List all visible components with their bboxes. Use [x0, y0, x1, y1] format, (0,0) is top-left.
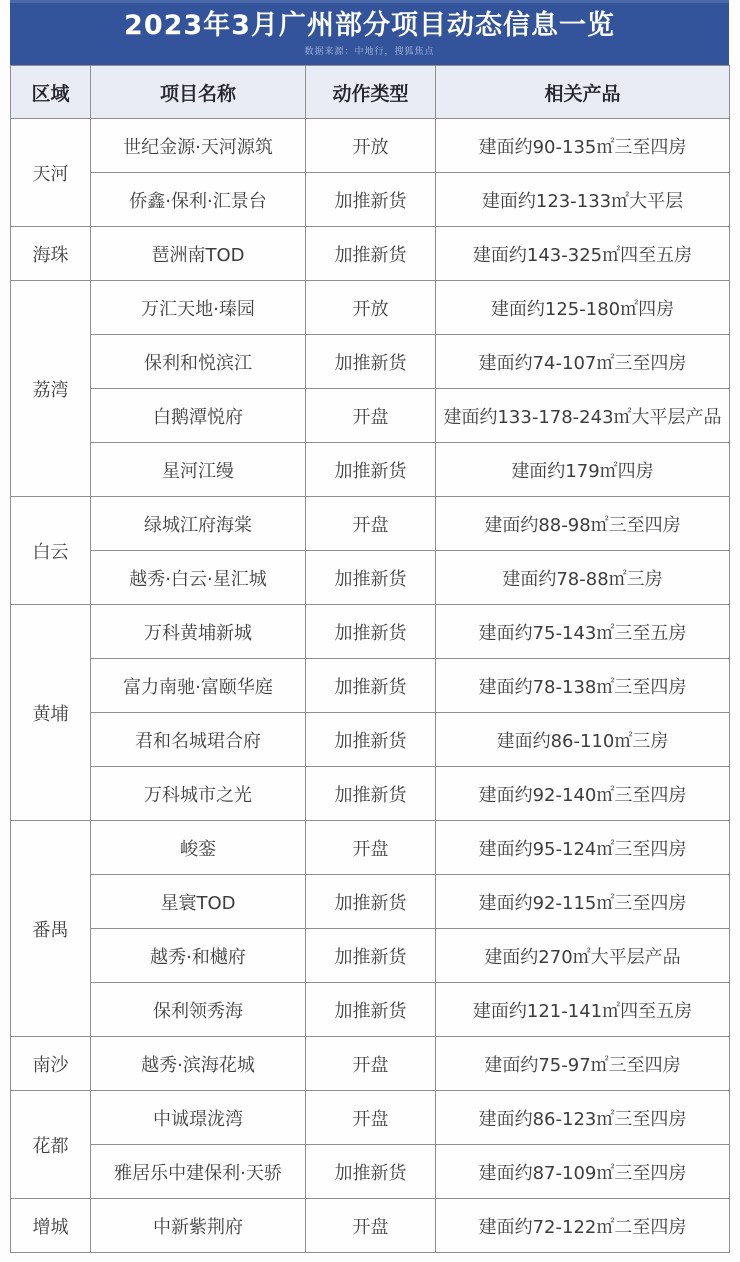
action-cell: 加推新货	[306, 875, 436, 929]
column-header-row	[11, 66, 730, 119]
project-cell: 越秀·滨海花城	[91, 1037, 306, 1091]
table-row	[11, 1145, 730, 1199]
action-cell: 开盘	[306, 389, 436, 443]
table-row	[11, 659, 730, 713]
title-bar	[10, 0, 729, 65]
project-cell: 侨鑫·保利·汇景台	[91, 173, 306, 227]
action-cell: 加推新货	[306, 659, 436, 713]
action-cell: 加推新货	[306, 1145, 436, 1199]
action-cell: 加推新货	[306, 173, 436, 227]
table-row	[11, 983, 730, 1037]
action-cell: 开放	[306, 281, 436, 335]
project-cell: 保利领秀海	[91, 983, 306, 1037]
project-info-table	[10, 0, 729, 1253]
table-row	[11, 1037, 730, 1091]
action-cell: 加推新货	[306, 551, 436, 605]
project-cell: 富力南驰·富颐华庭	[91, 659, 306, 713]
product-cell: 建面约75-143㎡三至五房	[436, 605, 730, 659]
product-cell: 建面约92-140㎡三至四房	[436, 767, 730, 821]
product-cell: 建面约90-135㎡三至四房	[436, 119, 730, 173]
projects-table	[10, 65, 730, 1253]
region-cell: 黄埔	[11, 605, 91, 821]
table-row	[11, 767, 730, 821]
action-cell: 加推新货	[306, 929, 436, 983]
region-cell: 花都	[11, 1091, 91, 1199]
project-cell: 琶洲南TOD	[91, 227, 306, 281]
project-cell: 万科城市之光	[91, 767, 306, 821]
action-cell: 开盘	[306, 821, 436, 875]
table-row	[11, 929, 730, 983]
project-cell: 中诚璟泷湾	[91, 1091, 306, 1145]
action-cell: 加推新货	[306, 983, 436, 1037]
product-cell: 建面约125-180㎡四房	[436, 281, 730, 335]
action-cell: 开盘	[306, 1091, 436, 1145]
project-cell: 君和名城珺合府	[91, 713, 306, 767]
project-cell: 世纪金源·天河源筑	[91, 119, 306, 173]
product-cell: 建面约78-88㎡三房	[436, 551, 730, 605]
project-cell: 保利和悦滨江	[91, 335, 306, 389]
action-cell: 加推新货	[306, 227, 436, 281]
page-title: 2023年3月广州部分项目动态信息一览	[124, 9, 615, 41]
product-cell: 建面约78-138㎡三至四房	[436, 659, 730, 713]
product-cell: 建面约133-178-243㎡大平层产品	[436, 389, 730, 443]
product-cell: 建面约123-133㎡大平层	[436, 173, 730, 227]
table-row	[11, 821, 730, 875]
table-row	[11, 335, 730, 389]
table-row	[11, 389, 730, 443]
table-row	[11, 119, 730, 173]
column-header-product: 相关产品	[436, 66, 730, 119]
project-cell: 中新紫荆府	[91, 1199, 306, 1253]
table-row	[11, 713, 730, 767]
action-cell: 开盘	[306, 1037, 436, 1091]
action-cell: 加推新货	[306, 443, 436, 497]
action-cell: 加推新货	[306, 767, 436, 821]
table-row	[11, 1199, 730, 1253]
project-cell: 万科黄埔新城	[91, 605, 306, 659]
region-cell: 天河	[11, 119, 91, 227]
product-cell: 建面约121-141㎡四至五房	[436, 983, 730, 1037]
product-cell: 建面约86-110㎡三房	[436, 713, 730, 767]
product-cell: 建面约270㎡大平层产品	[436, 929, 730, 983]
table-row	[11, 173, 730, 227]
action-cell: 加推新货	[306, 605, 436, 659]
action-cell: 开盘	[306, 497, 436, 551]
column-header-region: 区域	[11, 66, 91, 119]
product-cell: 建面约87-109㎡三至四房	[436, 1145, 730, 1199]
table-row	[11, 281, 730, 335]
region-cell: 增城	[11, 1199, 91, 1253]
data-source-note: 数据来源：中地行，搜狐焦点	[304, 47, 435, 58]
project-cell: 万汇天地·瑧园	[91, 281, 306, 335]
region-cell: 荔湾	[11, 281, 91, 497]
product-cell: 建面约88-98㎡三至四房	[436, 497, 730, 551]
table-row	[11, 551, 730, 605]
project-cell: 星寰TOD	[91, 875, 306, 929]
product-cell: 建面约95-124㎡三至四房	[436, 821, 730, 875]
product-cell: 建面约143-325㎡四至五房	[436, 227, 730, 281]
product-cell: 建面约92-115㎡三至四房	[436, 875, 730, 929]
action-cell: 开放	[306, 119, 436, 173]
action-cell: 加推新货	[306, 335, 436, 389]
project-cell: 绿城江府海棠	[91, 497, 306, 551]
project-cell: 白鹅潭悦府	[91, 389, 306, 443]
table-row	[11, 875, 730, 929]
project-cell: 越秀·白云·星汇城	[91, 551, 306, 605]
product-cell: 建面约72-122㎡二至四房	[436, 1199, 730, 1253]
table-row	[11, 1091, 730, 1145]
product-cell: 建面约86-123㎡三至四房	[436, 1091, 730, 1145]
column-header-project: 项目名称	[91, 66, 306, 119]
project-cell: 越秀·和樾府	[91, 929, 306, 983]
region-cell: 白云	[11, 497, 91, 605]
table-body	[11, 119, 730, 1253]
product-cell: 建面约74-107㎡三至四房	[436, 335, 730, 389]
column-header-action: 动作类型	[306, 66, 436, 119]
region-cell: 南沙	[11, 1037, 91, 1091]
table-row	[11, 227, 730, 281]
project-cell: 星河江缦	[91, 443, 306, 497]
table-row	[11, 605, 730, 659]
region-cell: 番禺	[11, 821, 91, 1037]
action-cell: 开盘	[306, 1199, 436, 1253]
table-row	[11, 443, 730, 497]
project-cell: 峻銮	[91, 821, 306, 875]
action-cell: 加推新货	[306, 713, 436, 767]
product-cell: 建面约179㎡四房	[436, 443, 730, 497]
region-cell: 海珠	[11, 227, 91, 281]
product-cell: 建面约75-97㎡三至四房	[436, 1037, 730, 1091]
project-cell: 雅居乐中建保利·天骄	[91, 1145, 306, 1199]
table-row	[11, 497, 730, 551]
